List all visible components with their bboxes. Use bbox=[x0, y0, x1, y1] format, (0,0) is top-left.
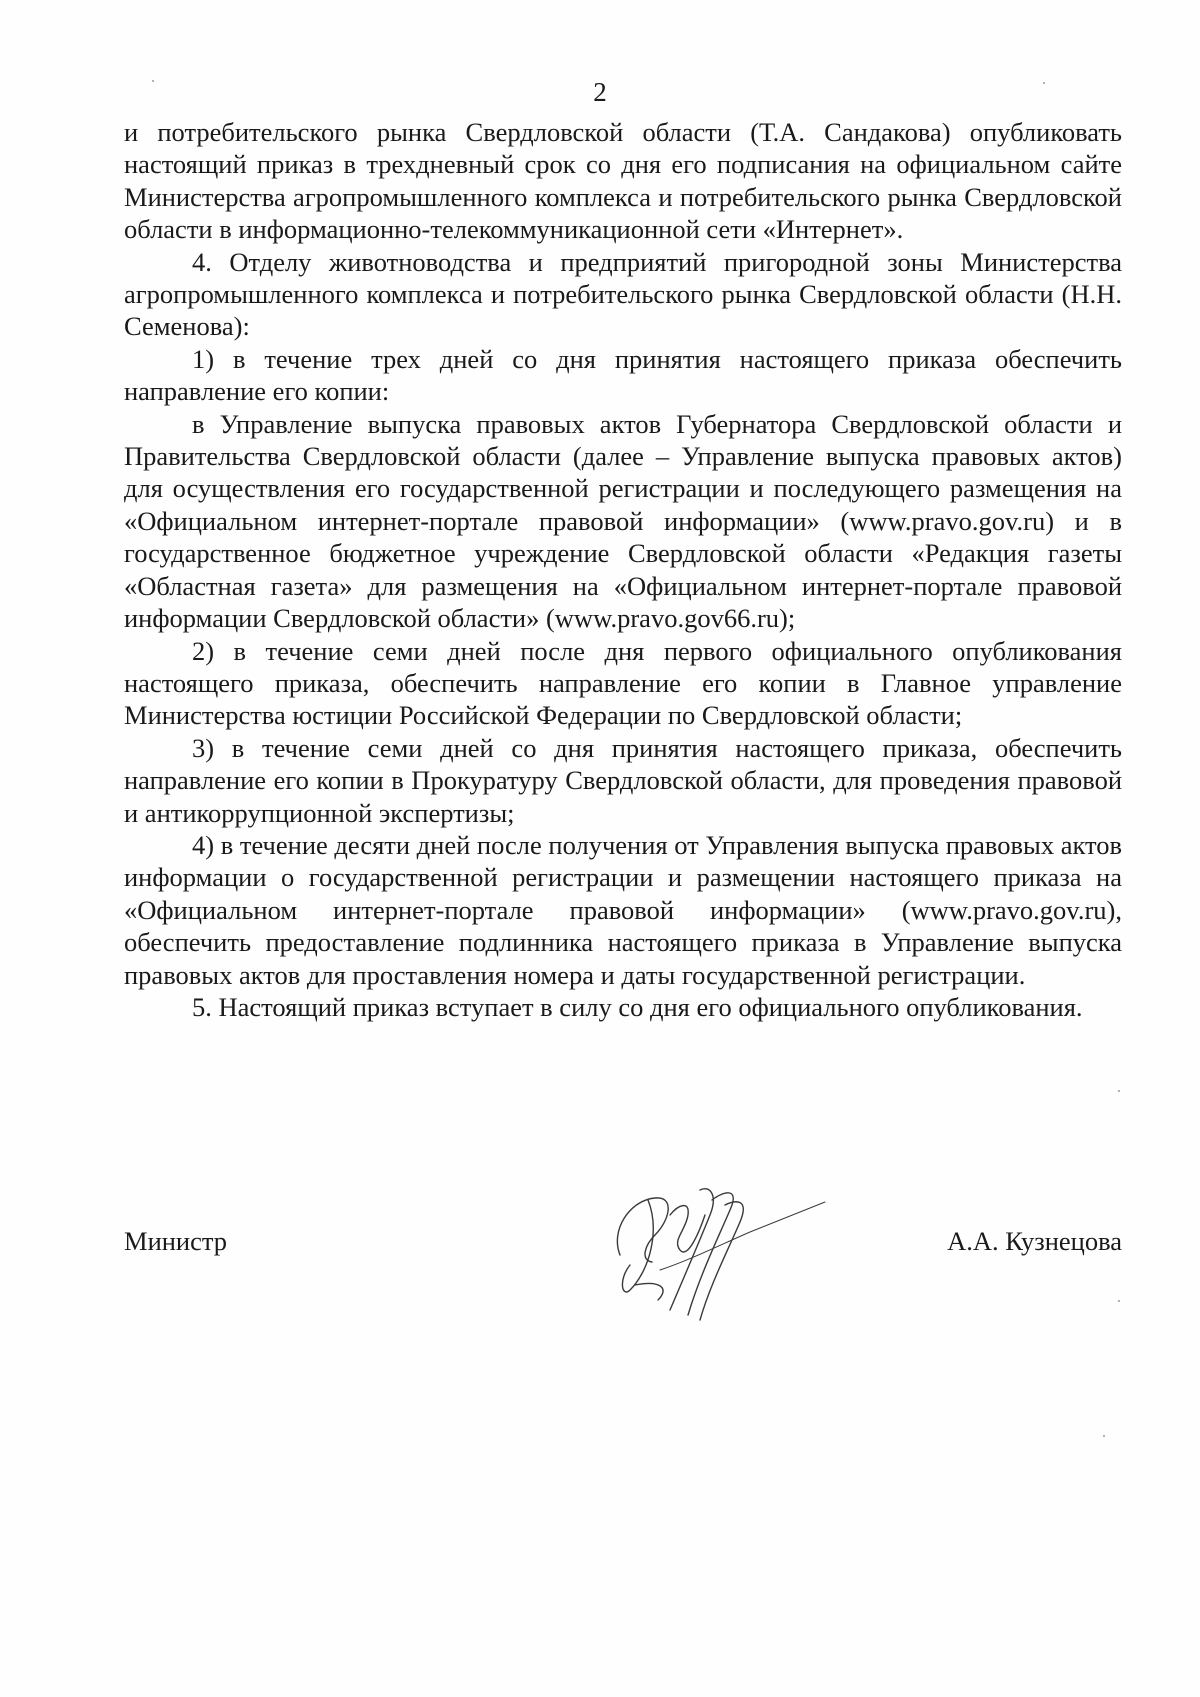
paragraph-item-5: 5. Настоящий приказ вступает в силу со дня его официального опубликования. bbox=[192, 991, 1083, 1022]
document-body bbox=[124, 116, 1122, 1023]
paragraph-subitem-1: 1) в течение трех дней со дня принятия настоящего приказа обеспечить направление его копии: bbox=[124, 343, 1122, 407]
scan-speck bbox=[1118, 1090, 1120, 1092]
scan-speck bbox=[152, 80, 154, 82]
scan-speck bbox=[1043, 82, 1045, 84]
paragraph-subitem-2: 2) в течение семи дней после дня первого официального опубликования настоящего приказа, обеспечить направление его копии в Главное управление Министерства юстиции Российской Федерации по Свердловской области; bbox=[124, 635, 1122, 731]
scan-speck bbox=[1118, 1300, 1120, 1302]
signatory-title: Министр bbox=[124, 1226, 228, 1256]
scan-speck bbox=[1103, 1435, 1105, 1437]
paragraph-subitem-3: 3) в течение семи дней со дня принятия настоящего приказа, обеспечить направление его копии в Прокуратуру Свердловской области, для проведения правовой и антикоррупционной экспертизы; bbox=[124, 732, 1122, 828]
paragraph-subitem-4: 4) в течение десяти дней после получения от Управления выпуска правовых актов информации о государственной регистрации и размещении настоящего приказа на «Официальном интернет-портале правовой информации» (www.pravo.gov.ru), обеспечить предоставление подлинника настоящего приказа в Управление выпуска правовых актов для проставления номера и даты государственной регистрации. bbox=[124, 829, 1122, 990]
page-number: 2 bbox=[593, 77, 607, 107]
paragraph-publication: и потребительского рынка Свердловской области (Т.А. Сандакова) опубликовать настоящий приказ в трехдневный срок со дня его подписания на официальном сайте Министерства агропромышленного комплекса и потребительского рынка Свердловской области в информационно-телекоммуникационной сети «Интернет». bbox=[124, 117, 1122, 245]
paragraph-item-4: 4. Отделу животноводства и предприятий пригородной зоны Министерства агропромышленного комплекса и потребительского рынка Свердловской области (Н.Н. Семенова): bbox=[124, 246, 1122, 342]
signature-block bbox=[124, 1225, 1122, 1265]
paragraph-subitem-1-details: в Управление выпуска правовых актов Губернатора Свердловской области и Правительства Свердловской области (далее – Управление выпуска правовых актов) для осуществления его государственной регистрации и последующего размещения на «Официальном интернет-портале правовой информации» (www.pravo.gov.ru) и в государственное бюджетное учреждение Свердловской области «Редакция газеты «Областная газета» для размещения на «Официальном интернет-портале правовой информации Свердловской области» (www.pravo.gov66.ru); bbox=[124, 408, 1122, 634]
signatory-name: А.А. Кузнецова bbox=[947, 1226, 1122, 1256]
